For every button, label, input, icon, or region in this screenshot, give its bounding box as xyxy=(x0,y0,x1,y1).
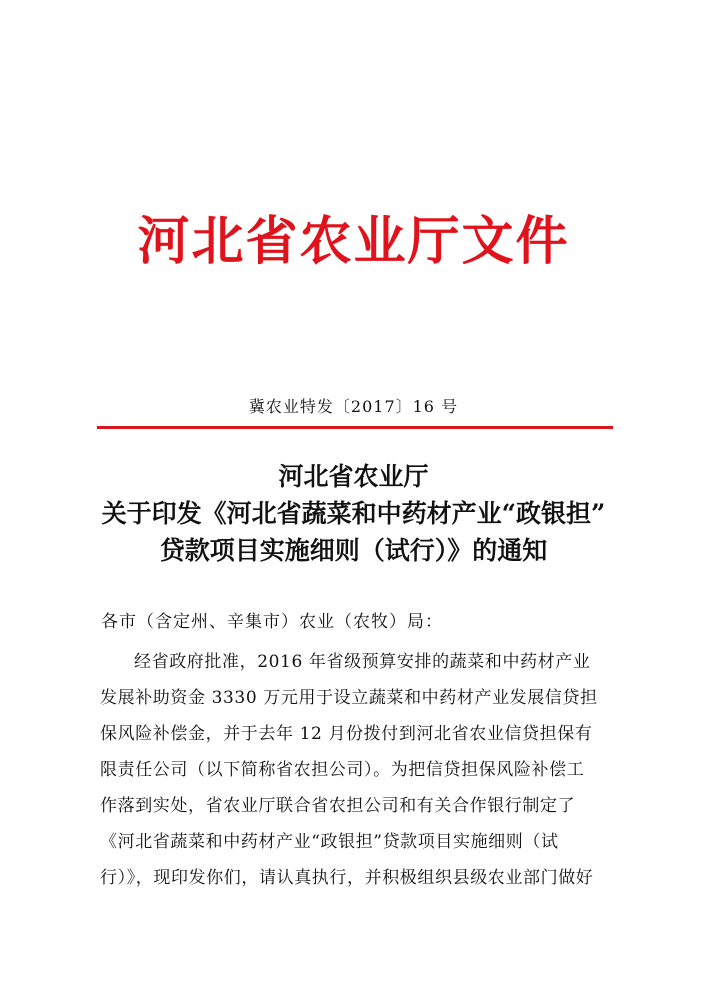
body-line: 限责任公司（以下简称省农担公司）。为把信贷担保风险补偿工 xyxy=(100,760,585,780)
body-paragraph xyxy=(100,644,620,896)
body-line: 《河北省蔬菜和中药材产业“政银担”贷款项目实施细则（试 xyxy=(100,832,559,852)
title-line-subject-cont: 贷款项目实施细则（试行）》的通知 xyxy=(159,536,548,565)
body-line: 经省政府批准，2016 年省级预算安排的蔬菜和中药材产业 xyxy=(134,652,591,672)
document-number: 冀农业特发〔2017〕16 号 xyxy=(248,397,459,416)
document-title xyxy=(0,458,707,569)
body-line: 作落到实处，省农业厅联合省农担公司和有关合作银行制定了 xyxy=(100,796,576,816)
body-line: 发展补助资金 3330 万元用于设立蔬菜和中药材产业发展信贷担 xyxy=(100,688,598,708)
body-line: 保风险补偿金，并于去年 12 月份拨付到河北省农业信贷担保有 xyxy=(100,724,593,744)
addressee-line: 各市（含定州、辛集市）农业（农牧）局： xyxy=(101,612,443,632)
title-line-subject: 关于印发《河北省蔬菜和中药材产业“政银担” xyxy=(101,499,606,528)
red-divider-rule xyxy=(97,426,613,429)
body-line: 行）》，现印发你们，请认真执行，并积极组织县级农业部门做好 xyxy=(100,868,594,888)
title-line-issuer: 河北省农业厅 xyxy=(278,462,429,491)
document-masthead: 河北省农业厅文件 xyxy=(137,212,570,272)
